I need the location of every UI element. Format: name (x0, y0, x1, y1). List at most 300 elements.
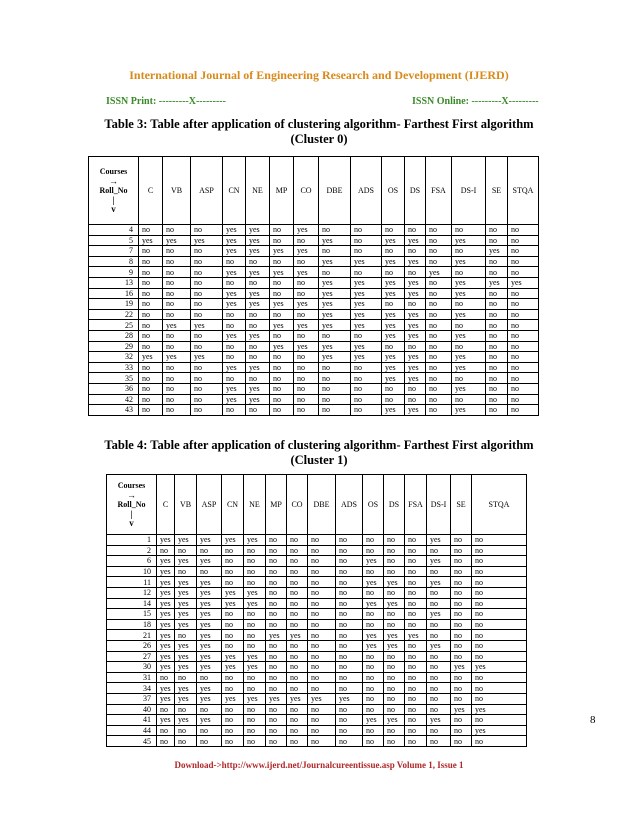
table-cell: no (222, 556, 244, 567)
table-cell: yes (384, 630, 405, 641)
table-cell: no (405, 566, 427, 577)
table-cell: yes (452, 288, 486, 299)
table-cell: no (223, 352, 246, 363)
table-row (89, 373, 539, 384)
table-cell: no (452, 225, 486, 236)
table-cell: no (157, 725, 175, 736)
table-cell: no (246, 309, 270, 320)
table-cell: no (222, 725, 244, 736)
table-cell: no (384, 725, 405, 736)
table-cell: no (266, 545, 287, 556)
table-cell: no (157, 545, 175, 556)
table-cell: no (426, 225, 452, 236)
table-cell: no (139, 320, 163, 331)
table-cell: no (266, 672, 287, 683)
table-cell: yes (244, 535, 266, 546)
issn-online: ISSN Online: ---------X--------- (412, 96, 539, 107)
table-cell: no (246, 373, 270, 384)
table-cell: no (319, 383, 351, 394)
table-cell: yes (163, 235, 191, 246)
table-cell: no (508, 225, 539, 236)
table-cell: no (139, 246, 163, 257)
table-cell: yes (246, 330, 270, 341)
roll-number-cell: 4 (89, 225, 139, 236)
table-cell: no (451, 598, 472, 609)
table-cell: yes (472, 662, 527, 673)
table-row (107, 566, 527, 577)
table-cell: yes (175, 598, 197, 609)
table-cell: no (222, 545, 244, 556)
table-cell: no (426, 235, 452, 246)
table-cell: no (336, 577, 363, 588)
table-cell: no (426, 299, 452, 310)
table-cell: no (244, 704, 266, 715)
table-cell: no (308, 630, 336, 641)
table-cell: yes (405, 320, 426, 331)
table-row (89, 246, 539, 257)
table-cell: yes (319, 235, 351, 246)
table-cell: no (163, 394, 191, 405)
table-row (89, 225, 539, 236)
table-cell: no (451, 609, 472, 620)
table-cell: no (427, 598, 451, 609)
table-cell: no (363, 736, 384, 747)
table-cell: yes (197, 535, 222, 546)
table-cell: no (294, 330, 319, 341)
table-cell: no (266, 577, 287, 588)
table-cell: no (270, 373, 294, 384)
table-cell: yes (222, 662, 244, 673)
column-header-ads: ADS (336, 475, 363, 535)
table-cell: no (336, 640, 363, 651)
table-cell: no (508, 330, 539, 341)
table-cell: no (486, 330, 508, 341)
table-cell: no (451, 725, 472, 736)
table-cell: no (191, 246, 223, 257)
table-cell: no (451, 535, 472, 546)
table-cell: no (266, 662, 287, 673)
table-cell: no (244, 545, 266, 556)
footer-download-link[interactable]: Download->http://www.ijerd.net/Journalcureentissue.asp Volume 1, Issue 1 (174, 760, 464, 770)
table-cell: no (486, 225, 508, 236)
table-cell: no (451, 672, 472, 683)
table-cell: no (270, 330, 294, 341)
table-cell: yes (294, 246, 319, 257)
table-cell: no (426, 330, 452, 341)
table-cell: no (222, 683, 244, 694)
table-cell: no (139, 405, 163, 416)
table-cell: yes (384, 598, 405, 609)
table-row (89, 277, 539, 288)
table-cell: no (382, 246, 405, 257)
table-cell: no (308, 619, 336, 630)
table-cell: yes (294, 341, 319, 352)
table-cell: no (472, 715, 527, 726)
table-cell: yes (157, 609, 175, 620)
table-cell: no (384, 704, 405, 715)
table-cell: yes (157, 640, 175, 651)
table-cell: yes (157, 651, 175, 662)
table-cell: no (287, 640, 308, 651)
table-cell: no (384, 736, 405, 747)
table-cell: no (308, 672, 336, 683)
table-cell: yes (452, 352, 486, 363)
table-cell: yes (270, 341, 294, 352)
table-cell: no (308, 651, 336, 662)
table-cell: yes (382, 309, 405, 320)
table-cell: no (175, 566, 197, 577)
table-cell: yes (382, 256, 405, 267)
table-cell: yes (197, 556, 222, 567)
table-cell: no (351, 225, 382, 236)
table-cell: yes (405, 330, 426, 341)
roll-number-cell: 37 (107, 693, 157, 704)
column-header-c: C (157, 475, 175, 535)
table-cell: yes (294, 267, 319, 278)
table-cell: yes (319, 299, 351, 310)
table-cell: no (384, 693, 405, 704)
table-cell: no (266, 535, 287, 546)
table-cell: yes (157, 619, 175, 630)
table-cell: no (191, 383, 223, 394)
table-cell: yes (175, 715, 197, 726)
table-cell: no (266, 715, 287, 726)
column-header-cn: CN (223, 157, 246, 225)
table-cell: no (382, 383, 405, 394)
table-cell: no (163, 405, 191, 416)
table-row (107, 535, 527, 546)
table-cell: no (336, 672, 363, 683)
table-cell: no (384, 556, 405, 567)
table-cell: no (294, 235, 319, 246)
roll-number-cell: 32 (89, 352, 139, 363)
table-cell: yes (426, 267, 452, 278)
table-cell: no (191, 267, 223, 278)
table-cell: no (405, 693, 427, 704)
table-cell: yes (197, 577, 222, 588)
issn-print: ISSN Print: ---------X--------- (106, 96, 226, 107)
table-row (89, 256, 539, 267)
column-header-asp: ASP (197, 475, 222, 535)
table-cell: no (472, 545, 527, 556)
table-row (107, 651, 527, 662)
table-cell: no (308, 725, 336, 736)
table-cell: no (508, 405, 539, 416)
table-cell: yes (270, 246, 294, 257)
table-row (107, 577, 527, 588)
column-header-os: OS (363, 475, 384, 535)
table-cell: yes (405, 362, 426, 373)
table-cell: no (244, 630, 266, 641)
table-cell: no (426, 341, 452, 352)
table-cell: no (363, 609, 384, 620)
table-cell: no (270, 352, 294, 363)
table-cell: no (472, 672, 527, 683)
table-cell: no (139, 256, 163, 267)
table-cell: yes (351, 299, 382, 310)
table-cell: no (508, 320, 539, 331)
column-header-mp: MP (266, 475, 287, 535)
table-cell: no (486, 405, 508, 416)
table-cell: no (427, 651, 451, 662)
table-cell: no (382, 341, 405, 352)
table-cell: no (175, 736, 197, 747)
table-cell: yes (452, 383, 486, 394)
table-cell: yes (270, 320, 294, 331)
table-cell: no (472, 683, 527, 694)
table-cell: no (384, 587, 405, 598)
courses-label: Courses (99, 167, 128, 176)
table-cell: no (405, 704, 427, 715)
table-cell: yes (244, 651, 266, 662)
table-cell: no (287, 725, 308, 736)
table-cell: no (486, 299, 508, 310)
table-cell: yes (223, 330, 246, 341)
table-cell: no (163, 256, 191, 267)
table-cell: no (451, 630, 472, 641)
table-cell: no (139, 341, 163, 352)
table-cell: no (246, 341, 270, 352)
roll-number-cell: 33 (89, 362, 139, 373)
table3-title (0, 117, 638, 147)
table-cell: no (308, 609, 336, 620)
table-cell: no (197, 672, 222, 683)
table-cell: no (319, 330, 351, 341)
roll-number-cell: 44 (107, 725, 157, 736)
table-cell: no (270, 405, 294, 416)
table-cell: no (336, 587, 363, 598)
table-row (89, 309, 539, 320)
table-cell: no (308, 587, 336, 598)
table-cell: no (191, 309, 223, 320)
table-cell: yes (244, 598, 266, 609)
table-cell: no (426, 405, 452, 416)
table-cell: no (244, 556, 266, 567)
table3-header-row (89, 157, 539, 225)
table-cell: yes (197, 630, 222, 641)
table-cell: no (287, 535, 308, 546)
table-cell: no (191, 330, 223, 341)
table-cell: yes (157, 535, 175, 546)
table-cell: no (472, 535, 527, 546)
table-cell: no (427, 683, 451, 694)
table-row (107, 545, 527, 556)
table-cell: no (508, 352, 539, 363)
table-cell: no (270, 235, 294, 246)
table-cell: yes (157, 715, 175, 726)
table-cell: yes (382, 320, 405, 331)
table-cell: no (266, 725, 287, 736)
table-cell: no (222, 630, 244, 641)
roll-number-cell: 29 (89, 341, 139, 352)
table-cell: no (363, 662, 384, 673)
table-cell: no (336, 556, 363, 567)
table-cell: no (270, 309, 294, 320)
courses-label: Courses (117, 481, 146, 490)
table-cell: no (266, 640, 287, 651)
table-cell: no (191, 394, 223, 405)
table-cell: no (405, 225, 426, 236)
table-cell: no (472, 587, 527, 598)
table-cell: no (139, 288, 163, 299)
table-cell: yes (175, 619, 197, 630)
column-header-fsa: FSA (426, 157, 452, 225)
table-cell: no (472, 556, 527, 567)
table-cell: yes (363, 556, 384, 567)
table-cell: yes (382, 330, 405, 341)
roll-no-label: Roll_No (99, 186, 128, 195)
arrow-bar-icon: | (130, 509, 133, 519)
table4-title-line2: (Cluster 1) (290, 453, 348, 467)
table-cell: yes (223, 235, 246, 246)
table-cell: no (319, 373, 351, 384)
table-cell: no (222, 566, 244, 577)
table-cell: yes (427, 609, 451, 620)
table-cell: yes (175, 609, 197, 620)
table-cell: yes (266, 630, 287, 641)
table-cell: no (270, 288, 294, 299)
table-cell: no (244, 609, 266, 620)
table-cell: yes (266, 693, 287, 704)
table-cell: no (294, 405, 319, 416)
table-cell: no (426, 383, 452, 394)
table-cell: no (451, 619, 472, 630)
roll-number-cell: 36 (89, 383, 139, 394)
table-cell: yes (451, 704, 472, 715)
table-cell: yes (197, 662, 222, 673)
table-cell: yes (452, 330, 486, 341)
table-cell: no (157, 704, 175, 715)
table-row (89, 405, 539, 416)
table-cell: no (508, 373, 539, 384)
table-cell: no (308, 662, 336, 673)
table-cell: yes (427, 577, 451, 588)
table-cell: yes (319, 309, 351, 320)
roll-number-cell: 5 (89, 235, 139, 246)
column-header-ads: ADS (351, 157, 382, 225)
table-cell: yes (246, 383, 270, 394)
table-cell: no (363, 704, 384, 715)
table-cell: no (426, 246, 452, 257)
table-cell: no (405, 683, 427, 694)
column-header-fsa: FSA (405, 475, 427, 535)
table-cell: no (294, 362, 319, 373)
table-cell: no (191, 299, 223, 310)
table-cell: yes (319, 352, 351, 363)
roll-number-cell: 2 (107, 545, 157, 556)
table-cell: no (308, 545, 336, 556)
table-cell: no (157, 736, 175, 747)
table-cell: no (191, 256, 223, 267)
table-cell: no (508, 235, 539, 246)
table-row (107, 587, 527, 598)
table-cell: no (472, 577, 527, 588)
table-cell: yes (157, 683, 175, 694)
table-cell: yes (222, 651, 244, 662)
table-cell: no (363, 693, 384, 704)
table-cell: yes (319, 277, 351, 288)
column-header-ds-i: DS-I (427, 475, 451, 535)
table-cell: no (223, 256, 246, 267)
table-cell: yes (223, 394, 246, 405)
table-cell: no (486, 256, 508, 267)
table-cell: no (363, 725, 384, 736)
table-cell: yes (294, 225, 319, 236)
table-cell: yes (472, 704, 527, 715)
table-row (107, 598, 527, 609)
table-cell: yes (246, 246, 270, 257)
column-header-ds: DS (384, 475, 405, 535)
table-cell: no (294, 277, 319, 288)
column-header-ds-i: DS-I (452, 157, 486, 225)
table-cell: no (163, 288, 191, 299)
table-cell: no (139, 373, 163, 384)
table-cell: no (384, 535, 405, 546)
table-cell: no (244, 683, 266, 694)
table-cell: no (157, 672, 175, 683)
table-cell: no (336, 619, 363, 630)
table-cell: no (451, 566, 472, 577)
table-cell: no (405, 725, 427, 736)
table-cell: yes (157, 630, 175, 641)
table-cell: no (405, 267, 426, 278)
table-row (107, 662, 527, 673)
table-cell: no (452, 341, 486, 352)
table-cell: yes (382, 352, 405, 363)
table-cell: yes (175, 662, 197, 673)
roll-number-cell: 14 (107, 598, 157, 609)
table-cell: no (384, 662, 405, 673)
roll-number-cell: 13 (89, 277, 139, 288)
roll-number-cell: 6 (107, 556, 157, 567)
table-row (89, 267, 539, 278)
table-cell: no (163, 277, 191, 288)
table-cell: no (405, 609, 427, 620)
table-cell: yes (405, 405, 426, 416)
table-cell: yes (197, 683, 222, 694)
table-cell: no (486, 320, 508, 331)
table-cell: no (426, 394, 452, 405)
table-cell: no (472, 609, 527, 620)
table-cell: yes (139, 235, 163, 246)
column-header-asp: ASP (191, 157, 223, 225)
table-cell: no (308, 736, 336, 747)
table-cell: no (175, 545, 197, 556)
table-cell: yes (163, 352, 191, 363)
table-cell: no (246, 320, 270, 331)
table-cell: yes (405, 277, 426, 288)
table-cell: no (405, 587, 427, 598)
table-cell: yes (405, 630, 427, 641)
table-cell: no (287, 577, 308, 588)
table-cell: no (223, 341, 246, 352)
table-cell: yes (157, 566, 175, 577)
table3-title-line2: (Cluster 0) (290, 132, 348, 146)
table-cell: yes (319, 320, 351, 331)
table-cell: no (351, 235, 382, 246)
table-row (89, 288, 539, 299)
table-cell: no (486, 373, 508, 384)
table-cell: no (486, 341, 508, 352)
table-cell: yes (270, 299, 294, 310)
table-cell: no (197, 725, 222, 736)
table-row (107, 672, 527, 683)
roll-number-cell: 43 (89, 405, 139, 416)
table-cell: no (405, 545, 427, 556)
table-row (89, 362, 539, 373)
table-cell: no (244, 577, 266, 588)
table-cell: yes (223, 299, 246, 310)
